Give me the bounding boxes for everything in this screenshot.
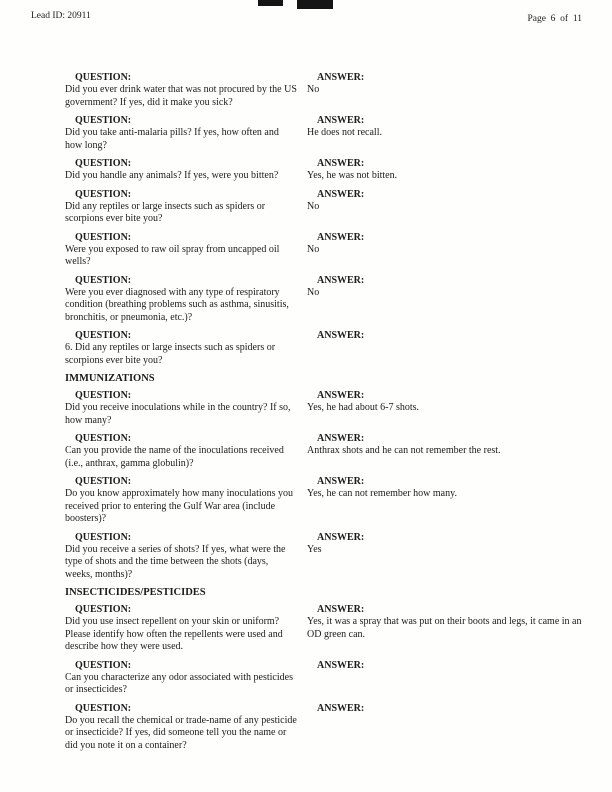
answer-label: ANSWER: <box>317 330 365 341</box>
qa-row <box>65 157 582 183</box>
qa-row <box>65 188 582 226</box>
answer-text: No <box>307 286 320 298</box>
answer-label: ANSWER: <box>317 274 365 286</box>
question-text: Did you handle any animals? If yes, were you bitten? <box>65 170 279 181</box>
answer-label: ANSWER: <box>317 231 365 243</box>
question-label: QUESTION: <box>75 702 132 714</box>
qa-row <box>65 659 582 697</box>
answer-column <box>307 114 582 152</box>
question-text: Were you exposed to raw oil spray from uncapped oil wells? <box>65 243 280 267</box>
question-column <box>65 274 307 325</box>
answer-text: Yes, he had about 6-7 shots. <box>307 402 420 413</box>
answer-column <box>307 188 582 226</box>
question-column <box>65 659 307 697</box>
answer-text: Anthrax shots and he can not remember the rest. <box>307 445 501 456</box>
question-column <box>65 702 307 753</box>
answer-column <box>307 475 582 526</box>
answer-text: Yes <box>307 543 322 555</box>
question-label: QUESTION: <box>75 274 132 286</box>
question-label: QUESTION: <box>75 231 132 243</box>
question-text: Did any reptiles or large insects such as spiders or scorpions ever bite you? <box>65 200 266 224</box>
question-label: QUESTION: <box>75 188 132 200</box>
answer-column <box>307 702 582 753</box>
answer-label: ANSWER: <box>317 531 365 543</box>
question-column <box>65 432 307 470</box>
answer-column <box>307 531 582 582</box>
question-label: QUESTION: <box>75 330 132 341</box>
answer-text: He does not recall. <box>307 127 382 138</box>
question-column <box>65 389 307 427</box>
question-text: Did you receive inoculations while in the country? If so, how many? <box>65 402 291 426</box>
question-text: Were you ever diagnosed with any type of respiratory condition (breathing problems such as asthma, sinusitis, bronchitis, or pneumonia, etc.)? <box>65 286 289 323</box>
qa-row <box>65 432 582 470</box>
qa-row <box>65 114 582 152</box>
answer-column <box>307 71 582 109</box>
qa-row <box>65 274 582 325</box>
qa-row <box>65 329 582 367</box>
answer-label: ANSWER: <box>317 158 365 169</box>
qa-row <box>65 389 582 427</box>
qa-row <box>65 702 582 753</box>
question-label: QUESTION: <box>75 390 132 401</box>
answer-text: Yes, it was a spray that was put on their boots and legs, it came in an OD green can. <box>307 616 582 640</box>
question-column <box>65 531 307 582</box>
question-text: 6. Did any reptiles or large insects such as spiders or scorpions ever bite you? <box>65 342 276 366</box>
question-text: Do you recall the chemical or trade-name of any pesticide or insecticide? If yes, did someone tell you the name or did you note it on a container? <box>65 714 297 751</box>
page-number-label: Page 6 of 11 <box>527 14 582 24</box>
question-label: QUESTION: <box>75 476 132 487</box>
question-label: QUESTION: <box>75 604 132 615</box>
answer-column <box>307 274 582 325</box>
question-label: QUESTION: <box>75 531 132 543</box>
answer-column <box>307 157 582 183</box>
answer-text: Yes, he was not bitten. <box>307 170 398 181</box>
question-text: Did you ever drink water that was not procured by the US government? If yes, did it make you sick? <box>65 84 297 108</box>
qa-row <box>65 603 582 654</box>
answer-label: ANSWER: <box>317 433 365 444</box>
redaction-mark <box>258 0 283 6</box>
qa-row <box>65 475 582 526</box>
question-column <box>65 603 307 654</box>
answer-label: ANSWER: <box>317 659 365 671</box>
question-column <box>65 71 307 109</box>
question-text: Can you characterize any odor associated with pesticides or insecticides? <box>65 671 293 695</box>
answer-text: No <box>307 200 320 212</box>
qa-row <box>65 231 582 269</box>
question-label: QUESTION: <box>75 115 132 126</box>
answer-label: ANSWER: <box>317 72 365 83</box>
question-column <box>65 114 307 152</box>
question-column <box>65 475 307 526</box>
lead-id-label: Lead ID: 20911 <box>31 11 91 21</box>
question-column <box>65 231 307 269</box>
question-column <box>65 157 307 183</box>
qa-content <box>65 71 582 752</box>
answer-column <box>307 603 582 654</box>
question-text: Can you provide the name of the inoculations received (i.e., anthrax, gamma globulin)? <box>65 445 284 469</box>
answer-text: Yes, he can not remember how many. <box>307 488 457 499</box>
section-heading: IMMUNIZATIONS <box>65 373 155 384</box>
qa-row <box>65 71 582 109</box>
answer-column <box>307 659 582 697</box>
qa-row <box>65 531 582 582</box>
question-label: QUESTION: <box>75 433 132 444</box>
question-text: Do you know approximately how many inoculations you received prior to entering the Gulf War area (include boosters)? <box>65 488 294 524</box>
answer-column <box>307 389 582 427</box>
question-label: QUESTION: <box>75 72 132 83</box>
question-text: Did you receive a series of shots? If yes, what were the type of shots and the time between the shots (days, weeks, months)? <box>65 543 286 580</box>
answer-label: ANSWER: <box>317 604 365 615</box>
answer-column <box>307 231 582 269</box>
answer-column <box>307 432 582 470</box>
answer-label: ANSWER: <box>317 188 365 200</box>
question-label: QUESTION: <box>75 158 132 169</box>
answer-label: ANSWER: <box>317 115 365 126</box>
question-text: Did you take anti-malaria pills? If yes, how often and how long? <box>65 127 279 151</box>
section-heading: INSECTICIDES/PESTICIDES <box>65 587 206 598</box>
answer-label: ANSWER: <box>317 476 365 487</box>
answer-column <box>307 329 582 367</box>
answer-label: ANSWER: <box>317 390 365 401</box>
answer-label: ANSWER: <box>317 702 365 714</box>
question-label: QUESTION: <box>75 659 132 671</box>
answer-text: No <box>307 84 320 95</box>
redaction-mark <box>297 0 333 9</box>
question-column <box>65 329 307 367</box>
question-text: Did you use insect repellent on your skin or uniform? Please identify how often the repellents were used and describe how they were used. <box>65 616 283 652</box>
answer-text: No <box>307 243 320 255</box>
question-column <box>65 188 307 226</box>
